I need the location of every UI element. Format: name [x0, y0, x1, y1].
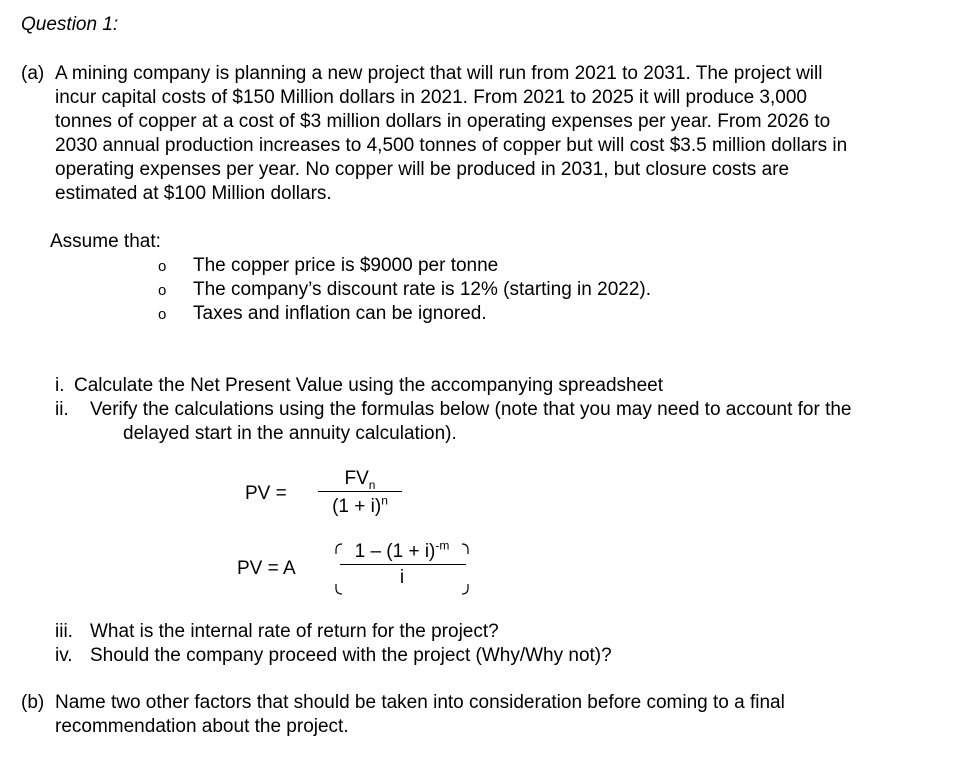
- part-a-label: (a): [21, 63, 45, 84]
- assumption-item: Taxes and inflation can be ignored.: [193, 303, 487, 324]
- bullet-marker: o: [158, 306, 167, 323]
- task-number: iv.: [55, 645, 73, 666]
- task-text: Verify the calculations using the formulas below (note that you may need to account for the: [90, 399, 852, 420]
- part-a-line: 2030 annual production increases to 4,500 tonnes of copper but will cost $3.5 million dollars in: [55, 135, 848, 156]
- task-text-continued: delayed start in the annuity calculation).: [123, 423, 457, 444]
- formula-denominator: [318, 493, 402, 518]
- bullet-marker: o: [158, 282, 167, 299]
- assumption-item: The copper price is $9000 per tonne: [193, 255, 499, 276]
- part-a-line: operating expenses per year. No copper will be produced in 2031, but closure costs are: [55, 159, 790, 180]
- denominator-exponent: n: [381, 493, 388, 508]
- task-text: Should the company proceed with the project (Why/Why not)?: [90, 645, 612, 666]
- part-a-line: estimated at $100 Million dollars.: [55, 183, 332, 204]
- right-bracket-bottom: [462, 584, 468, 594]
- part-b-line: Name two other factors that should be taken into consideration before coming to a final: [55, 692, 785, 713]
- formula-denominator: i: [399, 567, 405, 588]
- formula-lhs: PV =: [245, 483, 287, 504]
- part-a-line: incur capital costs of $150 Million dollars in 2021. From 2021 to 2025 it will produce 3,000: [55, 87, 807, 108]
- question-title: Question 1:: [21, 14, 119, 35]
- part-a-line: tonnes of copper at a cost of $3 million dollars in operating expenses per year. From 2026 to: [55, 111, 831, 132]
- numerator-subscript: n: [368, 477, 376, 492]
- formula-numerator: [342, 538, 462, 563]
- task-number: ii.: [55, 399, 69, 420]
- fraction-bar: [340, 564, 466, 565]
- task-text: What is the internal rate of return for the project?: [90, 621, 499, 642]
- part-a-line: A mining company is planning a new project that will run from 2021 to 2031. The project will: [55, 63, 823, 84]
- numerator-base: 1 – (1 + i): [354, 541, 436, 562]
- denominator-base: (1 + i): [332, 496, 382, 517]
- task-text: Calculate the Net Present Value using the accompanying spreadsheet: [74, 375, 664, 396]
- part-b-label: (b): [21, 692, 45, 713]
- formula-numerator: [318, 468, 402, 490]
- fraction-bar: [318, 491, 402, 492]
- task-number: i.: [55, 375, 65, 396]
- numerator-base: FV: [344, 468, 369, 489]
- part-b-line: recommendation about the project.: [55, 716, 349, 737]
- bullet-marker: o: [158, 258, 167, 275]
- formula-lhs: PV = A: [237, 558, 296, 579]
- numerator-exponent: -m: [435, 538, 450, 553]
- assumption-item: The company’s discount rate is 12% (starting in 2022).: [193, 279, 651, 300]
- task-number: iii.: [55, 621, 73, 642]
- assume-heading: Assume that:: [50, 231, 161, 252]
- right-bracket-top: [462, 544, 468, 554]
